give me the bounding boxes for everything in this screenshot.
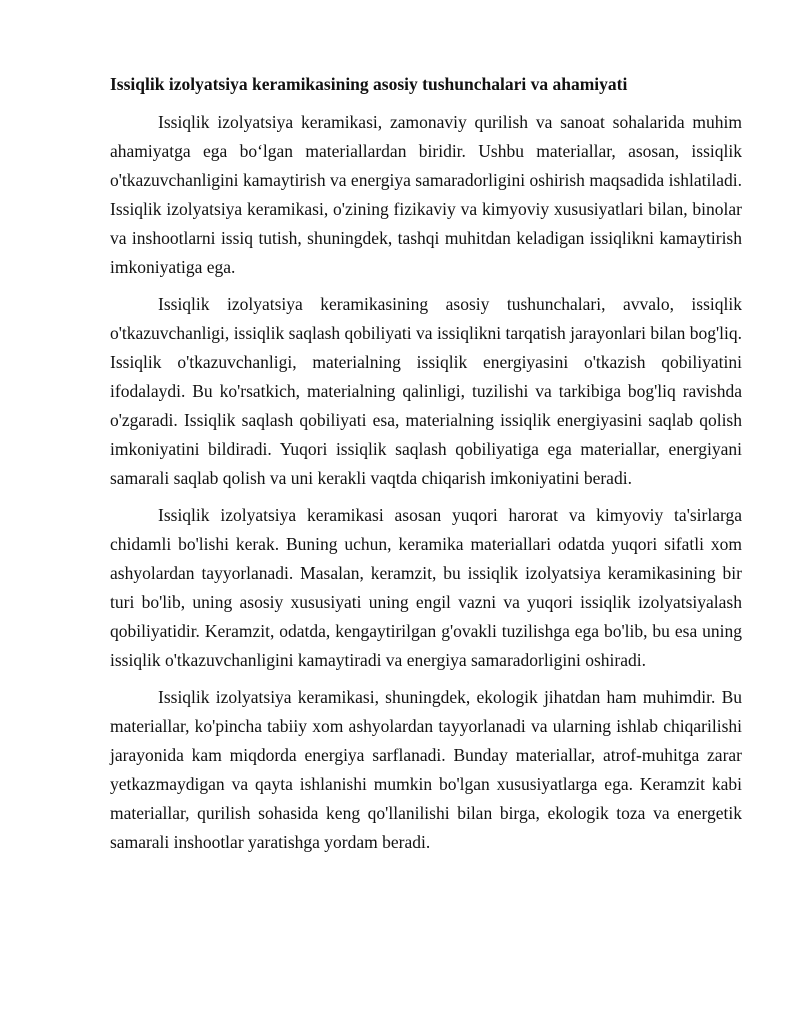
paragraph-1: Issiqlik izolyatsiya keramikasi, zamonaviy qurilish va sanoat sohalarida muhim ahamiyatga ega bo‘lgan materiallardan biridir. Ushbu materiallar, asosan, issiqlik o'tkazuvchanligini kamaytirish va energiya samaradorligini oshirish maqsadida ishlatiladi. Issiqlik izolyatsiya keramikasi, o'zining fizikaviy va kimyoviy xususiyatlari bilan, binolar va inshootlarni issiq tutish, shuningdek, tashqi muhitdan keladigan issiqlikni kamaytirish imkoniyatiga ega. [110,112,742,277]
paragraph-4: Issiqlik izolyatsiya keramikasi, shuningdek, ekologik jihatdan ham muhimdir. Bu materiallar, ko'pincha tabiiy xom ashyolardan tayyorlanadi va ularning ishlab chiqarilishi jarayonida kam miqdorda energiya sarflanadi. Bunday materiallar, atrof-muhitga zarar yetkazmaydigan va qayta ishlanishi mumkin bo'lgan xususiyatlarga ega. Keramzit kabi materiallar, qurilish sohasida keng qo'llanilishi bilan birga, ekologik toza va energetik samarali inshootlar yaratishga yordam beradi. [110,687,742,852]
document-page [110,72,742,865]
paragraph-2: Issiqlik izolyatsiya keramikasining asosiy tushunchalari, avvalo, issiqlik o'tkazuvchanligi, issiqlik saqlash qobiliyati va issiqlikni tarqatish jarayonlari bilan bog'liq. Issiqlik o'tkazuvchanligi, materialning issiqlik energiyasini o'tkazish qobiliyatini ifodalaydi. Bu ko'rsatkich, materialning qalinligi, tuzilishi va tarkibiga bog'liq ravishda o'zgaradi. Issiqlik saqlash qobiliyati esa, materialning issiqlik energiyasini saqlab qolish imkoniyatini bildiradi. Yuqori issiqlik saqlash qobiliyatiga ega materiallar, energiyani samarali saqlab qolish va uni kerakli vaqtda chiqarish imkoniyatini beradi. [110,294,742,488]
paragraph-3: Issiqlik izolyatsiya keramikasi asosan yuqori harorat va kimyoviy ta'sirlarga chidamli bo'lishi kerak. Buning uchun, keramika materiallari odatda yuqori sifatli xom ashyolardan tayyorlanadi. Masalan, keramzit, bu issiqlik izolyatsiya keramikasining bir turi bo'lib, uning asosiy xususiyati uning engil vazni va yuqori issiqlik izolyatsiyalash qobiliyatidir. Keramzit, odatda, kengaytirilgan g'ovakli tuzilishga ega bo'lib, bu esa uning issiqlik o'tkazuvchanligini kamaytiradi va energiya samaradorligini oshiradi. [110,505,742,670]
section-heading: Issiqlik izolyatsiya keramikasining asosiy tushunchalari va ahamiyati [110,74,628,94]
